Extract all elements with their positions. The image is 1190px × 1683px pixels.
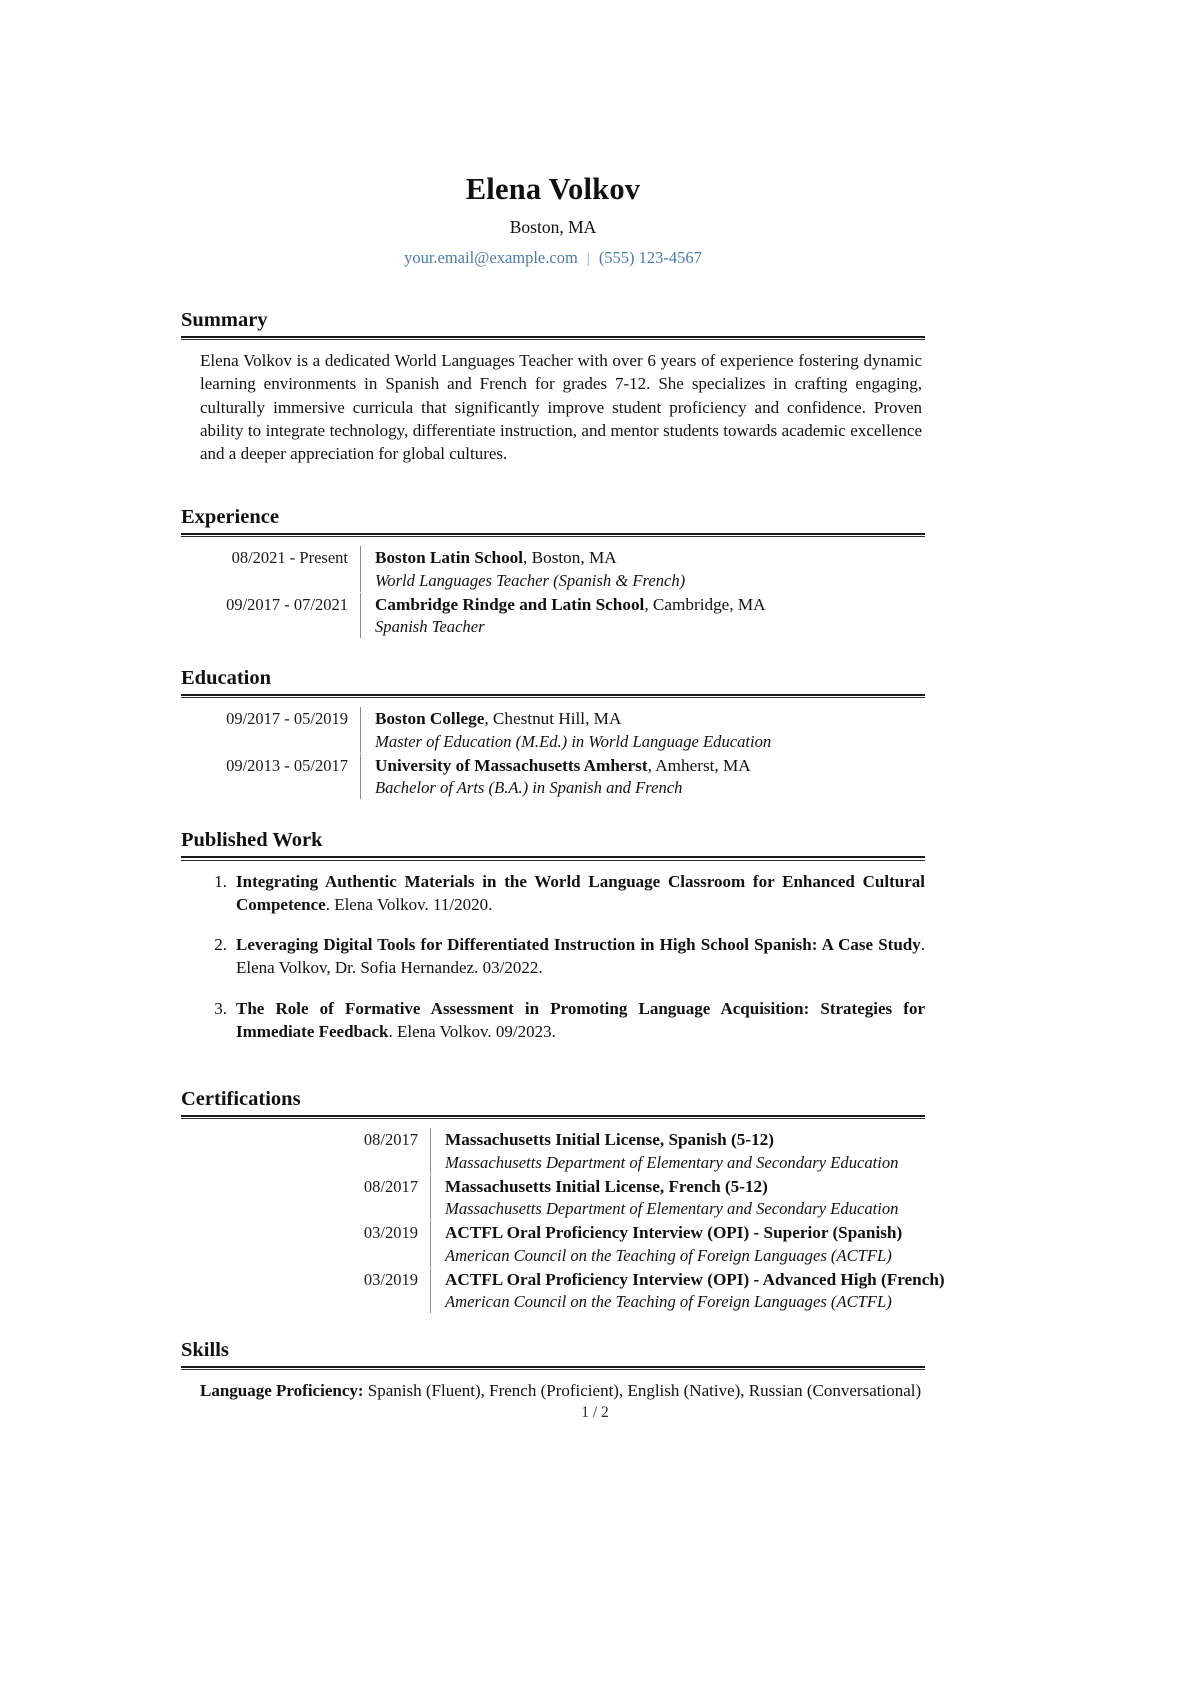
certification-issuer: American Council on the Teaching of Foreign Languages (ACTFL) [445, 1292, 892, 1312]
section-rule [181, 694, 925, 699]
certification-name: Massachusetts Initial License, French (5-12) [445, 1176, 768, 1196]
entry-heading [445, 1128, 925, 1151]
entry-location: , Cambridge, MA [644, 594, 766, 614]
entry-organization: Boston Latin School [375, 548, 524, 568]
entry-location: , Amherst, MA [647, 755, 751, 775]
section-title-experience: Experience [181, 506, 279, 529]
document-content [181, 0, 945, 1403]
entry-degree: Master of Education (M.Ed.) in World Language Education [375, 731, 772, 751]
entry-location: , Chestnut Hill, MA [484, 709, 622, 729]
publication-item [200, 870, 925, 917]
entry-heading [375, 593, 925, 616]
publication-title: Integrating Authentic Materials in the World Language Classroom for Enhanced Cultural Competence [236, 871, 925, 914]
entry-role: World Languages Teacher (Spanish & French) [375, 570, 686, 590]
entry-body [430, 1175, 925, 1220]
entry-degree: Bachelor of Arts (B.A.) in Spanish and French [375, 778, 683, 798]
entry-date: 08/2021 - Present [231, 548, 348, 568]
skill-row [181, 1379, 925, 1402]
certification-name: ACTFL Oral Proficiency Interview (OPI) - Superior (Spanish) [445, 1223, 903, 1243]
entry-heading [445, 1175, 925, 1198]
section-rule [181, 533, 925, 538]
section-title-summary: Summary [181, 308, 268, 331]
section-skills [181, 1338, 925, 1402]
section-certifications [181, 1087, 945, 1313]
contact-line [181, 248, 925, 268]
entry-date: 08/2017 [363, 1176, 418, 1196]
entry-body [430, 1221, 925, 1266]
publication-meta: . Elena Volkov. 11/2020. [325, 894, 493, 914]
publication-text [236, 997, 925, 1044]
candidate-name: Elena Volkov [465, 172, 641, 206]
entry-date: 03/2019 [363, 1269, 418, 1289]
entry-body [360, 754, 925, 799]
publication-number: 2. [214, 935, 227, 955]
education-entry [181, 707, 925, 752]
publication-number: 1. [214, 871, 227, 891]
certification-name: Massachusetts Initial License, Spanish (5-12) [445, 1130, 774, 1150]
entry-role: Spanish Teacher [375, 617, 485, 637]
publication-meta: . Elena Volkov, Dr. Sofia Hernandez. 03/2022. [236, 935, 925, 978]
entry-body [360, 593, 925, 638]
entry-organization: University of Massachusetts Amherst [375, 755, 648, 775]
certification-entry [181, 1175, 925, 1220]
section-title-education: Education [181, 667, 271, 690]
entry-body [360, 546, 925, 591]
experience-entry [181, 546, 925, 591]
section-rule [181, 1115, 925, 1120]
publication-title: Leveraging Digital Tools for Differentiated Instruction in High School Spanish: A Case Study [236, 935, 921, 955]
publication-text [236, 933, 925, 980]
publication-item [200, 933, 925, 980]
publication-text [236, 870, 925, 917]
email-link[interactable]: your.email@example.com [404, 247, 578, 267]
certification-entry [181, 1128, 925, 1173]
entry-body [360, 707, 925, 752]
section-education [181, 666, 925, 799]
experience-entries [181, 546, 925, 638]
entry-date: 03/2019 [363, 1223, 418, 1243]
entry-date: 09/2017 - 05/2019 [226, 709, 348, 729]
publication-meta: . Elena Volkov. 09/2023. [388, 1021, 556, 1041]
contact-separator: | [586, 250, 590, 267]
certification-entries [181, 1128, 945, 1313]
section-title-skills: Skills [181, 1339, 229, 1362]
education-entry [181, 754, 925, 799]
entry-organization: Boston College [375, 709, 485, 729]
entry-date: 09/2017 - 07/2021 [226, 594, 348, 614]
experience-entry [181, 593, 925, 638]
certification-issuer: American Council on the Teaching of Foreign Languages (ACTFL) [445, 1245, 892, 1265]
publication-number: 3. [214, 998, 227, 1018]
entry-heading [375, 546, 925, 569]
entry-heading [445, 1268, 945, 1291]
publication-list [181, 870, 925, 1044]
certification-issuer: Massachusetts Department of Elementary and Secondary Education [445, 1199, 899, 1219]
section-rule [181, 336, 925, 341]
skill-category-label: Language Proficiency: [200, 1381, 364, 1401]
section-title-published-work: Published Work [181, 829, 323, 852]
publication-item [200, 997, 925, 1044]
skill-values: Spanish (Fluent), French (Proficient), English (Native), Russian (Conversational) [363, 1381, 922, 1401]
certification-entry [181, 1268, 945, 1313]
entry-heading [375, 707, 925, 730]
entry-date: 09/2013 - 05/2017 [226, 755, 348, 775]
entry-heading [375, 754, 925, 777]
summary-text: Elena Volkov is a dedicated World Languages Teacher with over 6 years of experience fostering dynamic learning environments in Spanish and French for grades 7-12. She specializes in crafting engaging, culturally immersive curricula that significantly improve student proficiency and confidence. Proven ability to integrate technology, differentiate instruction, and mentor students towards academic excellence and a deeper appreciation for global cultures. [200, 351, 922, 463]
section-summary [181, 308, 925, 465]
certification-entry [181, 1221, 925, 1266]
certification-issuer: Massachusetts Department of Elementary and Secondary Education [445, 1152, 899, 1172]
page-number: 1 / 2 [581, 1404, 609, 1421]
education-entries [181, 707, 925, 799]
section-experience [181, 505, 925, 638]
candidate-location: Boston, MA [509, 216, 597, 237]
section-published-work [181, 828, 925, 1043]
entry-body [430, 1268, 945, 1313]
publication-title: The Role of Formative Assessment in Promoting Language Acquisition: Strategies for Immediate Feedback [236, 998, 925, 1041]
entry-date: 08/2017 [363, 1130, 418, 1150]
section-title-certifications: Certifications [181, 1088, 301, 1111]
entry-body [430, 1128, 925, 1173]
entry-location: , Boston, MA [523, 548, 617, 568]
entry-organization: Cambridge Rindge and Latin School [375, 594, 645, 614]
section-rule [181, 1366, 925, 1371]
phone-link[interactable]: (555) 123-4567 [598, 247, 702, 267]
section-rule [181, 856, 925, 861]
certification-name: ACTFL Oral Proficiency Interview (OPI) - Advanced High (French) [445, 1269, 945, 1289]
entry-heading [445, 1221, 925, 1244]
